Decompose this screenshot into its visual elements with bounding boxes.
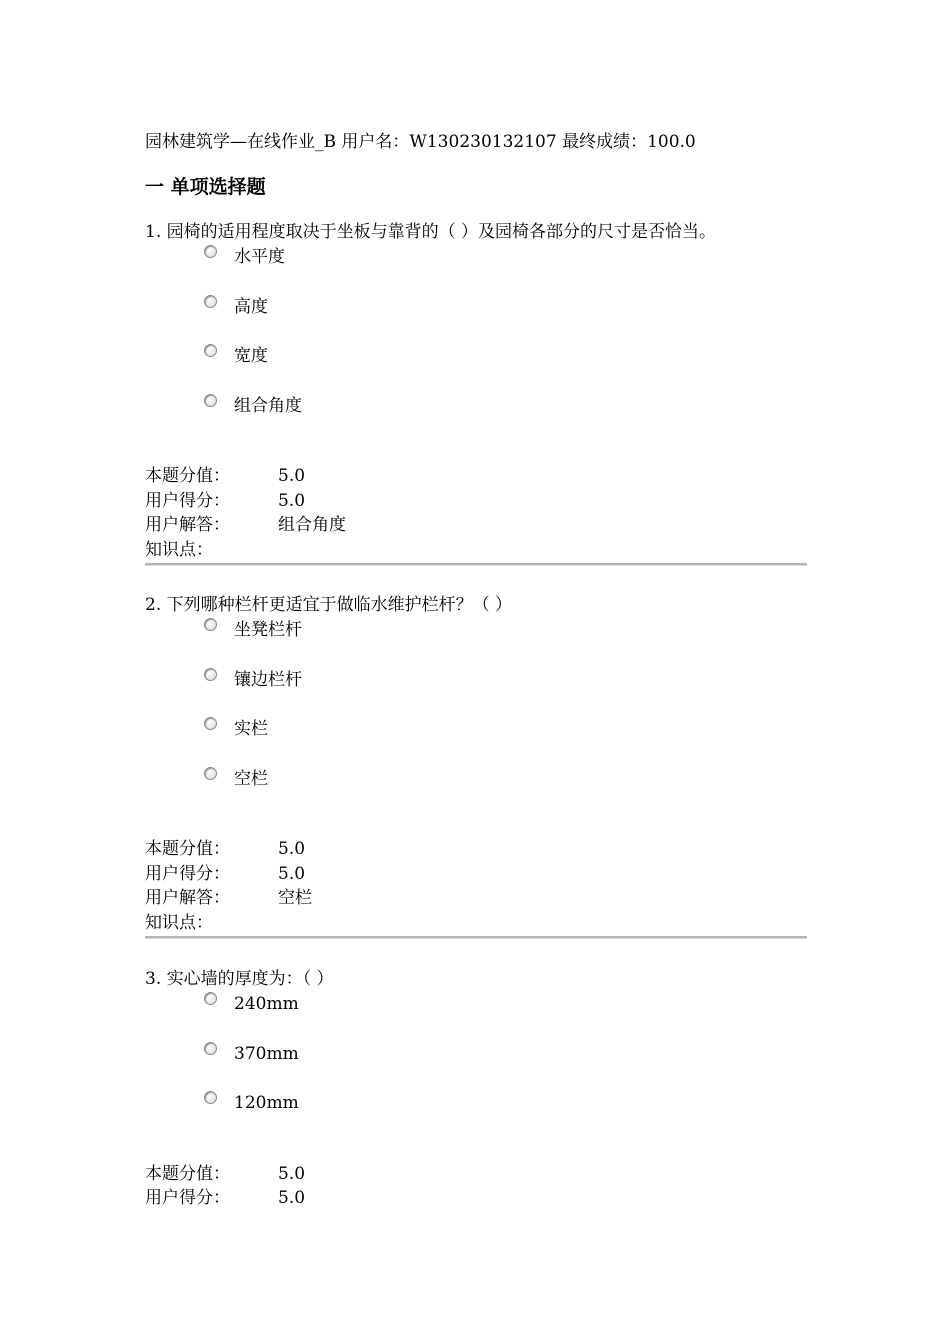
user-answer: 组合角度 xyxy=(278,515,346,535)
option-2-a[interactable] xyxy=(145,618,807,668)
option-label: 高度 xyxy=(234,296,268,317)
radio-button[interactable] xyxy=(204,245,217,258)
option-label: 水平度 xyxy=(234,247,285,267)
option-3-b[interactable] xyxy=(145,1042,807,1092)
score-value-label: 本题分值： xyxy=(145,466,230,486)
option-2-d[interactable] xyxy=(145,767,807,817)
user-answer-label: 用户解答： xyxy=(145,515,230,535)
option-label: 370mm xyxy=(234,1043,299,1064)
user-score-label: 用户得分： xyxy=(145,1188,230,1208)
option-label: 宽度 xyxy=(234,346,268,366)
divider xyxy=(145,936,807,939)
radio-button[interactable] xyxy=(204,618,217,631)
question-1 xyxy=(145,221,807,566)
option-3-a[interactable] xyxy=(145,992,807,1042)
option-label: 实栏 xyxy=(234,719,268,739)
option-label: 坐凳栏杆 xyxy=(234,620,302,640)
radio-button[interactable] xyxy=(204,295,217,308)
option-1-a[interactable] xyxy=(145,245,807,295)
question-title: 2. 下列哪种栏杆更适宜于做临水维护栏杆？（ ） xyxy=(145,595,513,615)
radio-button[interactable] xyxy=(204,668,217,681)
option-1-c[interactable] xyxy=(145,344,807,394)
option-1-b[interactable] xyxy=(145,295,807,345)
option-label: 240mm xyxy=(234,994,299,1014)
options-list xyxy=(145,618,807,816)
knowledge-label: 知识点： xyxy=(145,539,213,560)
option-2-c[interactable] xyxy=(145,717,807,767)
options-list xyxy=(145,245,807,443)
page-header: 园林建筑学—在线作业_B 用户名：W130230132107 最终成绩：100.0 xyxy=(145,132,696,152)
option-3-c[interactable] xyxy=(145,1091,807,1141)
options-list xyxy=(145,992,807,1141)
radio-button[interactable] xyxy=(204,767,217,780)
user-answer: 空栏 xyxy=(278,888,312,908)
knowledge-label: 知识点： xyxy=(145,912,213,933)
option-label: 120mm xyxy=(234,1093,299,1113)
score-value-label: 本题分值： xyxy=(145,839,230,859)
question-3 xyxy=(145,968,807,1211)
score-value-label: 本题分值： xyxy=(145,1163,230,1184)
section-title: 一 单项选择题 xyxy=(145,176,266,198)
radio-button[interactable] xyxy=(204,717,217,730)
user-score: 5.0 xyxy=(278,863,306,884)
radio-button[interactable] xyxy=(204,394,217,407)
question-meta xyxy=(145,837,807,935)
option-label: 镶边栏杆 xyxy=(234,669,302,690)
radio-button[interactable] xyxy=(204,1042,217,1055)
option-label: 空栏 xyxy=(234,768,268,789)
option-label: 组合角度 xyxy=(234,395,302,416)
option-2-b[interactable] xyxy=(145,668,807,718)
question-meta xyxy=(145,1162,807,1211)
question-meta xyxy=(145,464,807,562)
divider xyxy=(145,563,807,566)
score-value: 5.0 xyxy=(278,1163,306,1184)
question-title: 1. 园椅的适用程度取决于坐板与靠背的（ ）及园椅各部分的尺寸是否恰当。 xyxy=(145,222,717,242)
score-value: 5.0 xyxy=(278,839,306,859)
user-answer-label: 用户解答： xyxy=(145,888,230,908)
question-2 xyxy=(145,594,807,939)
option-1-d[interactable] xyxy=(145,394,807,444)
user-score-label: 用户得分： xyxy=(145,490,230,511)
user-score: 5.0 xyxy=(278,1188,306,1208)
user-score-label: 用户得分： xyxy=(145,863,230,884)
radio-button[interactable] xyxy=(204,344,217,357)
question-title: 3. 实心墙的厚度为：（ ） xyxy=(145,969,334,989)
user-score: 5.0 xyxy=(278,490,306,511)
radio-button[interactable] xyxy=(204,1091,217,1104)
score-value: 5.0 xyxy=(278,466,306,486)
radio-button[interactable] xyxy=(204,992,217,1005)
